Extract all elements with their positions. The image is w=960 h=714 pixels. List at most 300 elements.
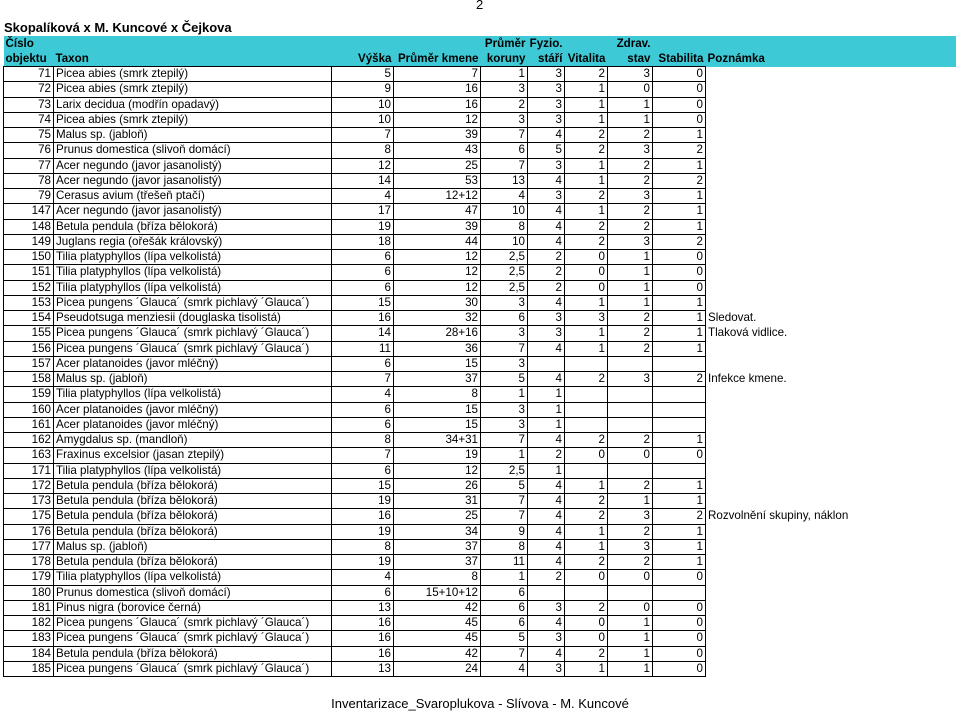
cell-stability: 1 xyxy=(653,204,706,219)
cell-note xyxy=(706,356,956,371)
cell-vitality: 2 xyxy=(565,509,608,524)
header-cell xyxy=(565,36,608,51)
cell-trunk-diameter: 8 xyxy=(394,387,481,402)
table-row xyxy=(4,402,956,417)
header-cell: stáří xyxy=(528,51,565,67)
cell-trunk-diameter: 28+16 xyxy=(394,326,481,341)
cell-health-status: 0 xyxy=(608,600,653,615)
cell-health-status: 2 xyxy=(608,173,653,188)
cell-object-number: 152 xyxy=(4,280,54,295)
cell-health-status: 1 xyxy=(608,295,653,310)
cell-vitality xyxy=(565,417,608,432)
cell-height: 8 xyxy=(332,539,394,554)
cell-note xyxy=(706,265,956,280)
cell-stability xyxy=(653,356,706,371)
cell-health-status: 1 xyxy=(608,112,653,127)
cell-note xyxy=(706,463,956,478)
table-row xyxy=(4,661,956,676)
cell-taxon: Betula pendula (bříza bělokorá) xyxy=(54,524,332,539)
cell-taxon: Picea pungens ´Glauca´ (smrk pichlavý ´Glauca´) xyxy=(54,326,332,341)
cell-object-number: 76 xyxy=(4,143,54,158)
header-cell: Taxon xyxy=(54,51,332,67)
cell-taxon: Betula pendula (bříza bělokorá) xyxy=(54,494,332,509)
cell-health-status: 2 xyxy=(608,204,653,219)
cell-stability: 0 xyxy=(653,112,706,127)
cell-physiological-age: 1 xyxy=(528,387,565,402)
cell-crown-diameter: 3 xyxy=(481,417,528,432)
cell-height: 8 xyxy=(332,433,394,448)
cell-taxon: Tilia platyphyllos (lípa velkolistá) xyxy=(54,570,332,585)
cell-physiological-age: 1 xyxy=(528,463,565,478)
table-row xyxy=(4,570,956,585)
table-row xyxy=(4,433,956,448)
cell-note xyxy=(706,585,956,600)
cell-trunk-diameter: 37 xyxy=(394,555,481,570)
cell-trunk-diameter: 39 xyxy=(394,219,481,234)
cell-trunk-diameter: 26 xyxy=(394,478,481,493)
cell-health-status: 1 xyxy=(608,646,653,661)
cell-health-status: 0 xyxy=(608,448,653,463)
cell-physiological-age: 4 xyxy=(528,219,565,234)
cell-taxon: Tilia platyphyllos (lípa velkolistá) xyxy=(54,387,332,402)
cell-taxon: Juglans regia (ořešák královský) xyxy=(54,234,332,249)
cell-note xyxy=(706,189,956,204)
cell-vitality: 1 xyxy=(565,478,608,493)
cell-physiological-age: 3 xyxy=(528,82,565,97)
cell-crown-diameter: 11 xyxy=(481,555,528,570)
table-row xyxy=(4,112,956,127)
cell-vitality: 1 xyxy=(565,326,608,341)
cell-physiological-age: 4 xyxy=(528,204,565,219)
cell-object-number: 155 xyxy=(4,326,54,341)
cell-height: 16 xyxy=(332,509,394,524)
cell-note xyxy=(706,82,956,97)
table-row xyxy=(4,295,956,310)
header-cell: Číslo xyxy=(4,36,54,51)
cell-physiological-age: 4 xyxy=(528,494,565,509)
cell-trunk-diameter: 15 xyxy=(394,402,481,417)
cell-height: 6 xyxy=(332,585,394,600)
cell-physiological-age: 3 xyxy=(528,326,565,341)
cell-physiological-age: 4 xyxy=(528,616,565,631)
cell-height: 15 xyxy=(332,478,394,493)
cell-trunk-diameter: 36 xyxy=(394,341,481,356)
cell-taxon: Tilia platyphyllos (lípa velkolistá) xyxy=(54,265,332,280)
cell-taxon: Pseudotsuga menziesii (douglaska tisolistá) xyxy=(54,311,332,326)
cell-object-number: 177 xyxy=(4,539,54,554)
cell-taxon: Acer negundo (javor jasanolistý) xyxy=(54,204,332,219)
cell-height: 6 xyxy=(332,463,394,478)
cell-note: Rozvolnění skupiny, náklon xyxy=(708,509,849,523)
cell-crown-diameter: 2,5 xyxy=(481,250,528,265)
header-cell xyxy=(332,36,394,51)
cell-object-number: 156 xyxy=(4,341,54,356)
cell-trunk-diameter: 44 xyxy=(394,234,481,249)
cell-crown-diameter: 3 xyxy=(481,402,528,417)
cell-vitality: 1 xyxy=(565,97,608,112)
cell-trunk-diameter: 8 xyxy=(394,570,481,585)
cell-height: 6 xyxy=(332,417,394,432)
cell-note xyxy=(706,600,956,615)
cell-object-number: 153 xyxy=(4,295,54,310)
cell-note: Tlaková vidlice. xyxy=(708,326,788,340)
cell-health-status: 3 xyxy=(608,143,653,158)
cell-physiological-age: 3 xyxy=(528,661,565,676)
cell-physiological-age: 2 xyxy=(528,448,565,463)
cell-note xyxy=(706,417,956,432)
cell-height: 8 xyxy=(332,143,394,158)
cell-vitality: 1 xyxy=(565,82,608,97)
cell-stability: 0 xyxy=(653,661,706,676)
cell-note xyxy=(706,387,956,402)
cell-trunk-diameter: 12+12 xyxy=(394,189,481,204)
cell-crown-diameter: 1 xyxy=(481,448,528,463)
cell-trunk-diameter: 12 xyxy=(394,265,481,280)
cell-note xyxy=(706,539,956,554)
document-title: Skopalíková x M. Kuncové x Čejkova xyxy=(4,20,232,35)
cell-trunk-diameter: 42 xyxy=(394,600,481,615)
cell-object-number: 158 xyxy=(4,372,54,387)
table-row xyxy=(4,372,956,387)
cell-crown-diameter: 1 xyxy=(481,67,528,82)
table-row xyxy=(4,478,956,493)
cell-health-status: 2 xyxy=(608,433,653,448)
cell-crown-diameter: 7 xyxy=(481,158,528,173)
cell-note xyxy=(706,173,956,188)
cell-taxon: Betula pendula (bříza bělokorá) xyxy=(54,646,332,661)
cell-vitality xyxy=(565,585,608,600)
cell-note xyxy=(706,478,956,493)
cell-trunk-diameter: 25 xyxy=(394,509,481,524)
cell-health-status: 1 xyxy=(608,661,653,676)
cell-object-number: 163 xyxy=(4,448,54,463)
cell-object-number: 147 xyxy=(4,204,54,219)
cell-taxon: Tilia platyphyllos (lípa velkolistá) xyxy=(54,463,332,478)
cell-object-number: 73 xyxy=(4,97,54,112)
cell-physiological-age: 3 xyxy=(528,158,565,173)
table-row xyxy=(4,341,956,356)
header-cell xyxy=(653,36,706,51)
cell-vitality: 0 xyxy=(565,280,608,295)
header-cell: Průměr xyxy=(481,36,528,51)
cell-crown-diameter: 4 xyxy=(481,661,528,676)
table-row xyxy=(4,356,956,371)
tree-inventory-table xyxy=(3,36,956,677)
cell-health-status: 3 xyxy=(608,234,653,249)
header-cell: objektu xyxy=(4,51,54,67)
cell-health-status: 2 xyxy=(608,524,653,539)
page-footer: Inventarizace_Svaroplukova - Slívova - M. Kuncové xyxy=(331,696,629,711)
cell-vitality: 1 xyxy=(565,295,608,310)
cell-height: 18 xyxy=(332,234,394,249)
cell-object-number: 175 xyxy=(4,509,54,524)
cell-height: 19 xyxy=(332,524,394,539)
cell-height: 5 xyxy=(332,67,394,82)
cell-vitality: 0 xyxy=(565,631,608,646)
cell-stability: 0 xyxy=(653,250,706,265)
cell-stability: 1 xyxy=(653,219,706,234)
cell-health-status: 3 xyxy=(608,539,653,554)
cell-trunk-diameter: 12 xyxy=(394,250,481,265)
cell-crown-diameter: 1 xyxy=(481,387,528,402)
cell-object-number: 75 xyxy=(4,128,54,143)
cell-stability: 0 xyxy=(653,82,706,97)
cell-vitality: 2 xyxy=(565,646,608,661)
cell-physiological-age: 4 xyxy=(528,509,565,524)
table-row xyxy=(4,234,956,249)
cell-taxon: Betula pendula (bříza bělokorá) xyxy=(54,509,332,524)
cell-taxon: Betula pendula (bříza bělokorá) xyxy=(54,555,332,570)
cell-note xyxy=(706,646,956,661)
cell-health-status: 2 xyxy=(608,128,653,143)
cell-health-status: 1 xyxy=(608,616,653,631)
cell-note xyxy=(706,234,956,249)
header-cell xyxy=(394,36,481,51)
cell-physiological-age: 4 xyxy=(528,128,565,143)
cell-health-status: 1 xyxy=(608,494,653,509)
cell-object-number: 78 xyxy=(4,173,54,188)
cell-physiological-age: 4 xyxy=(528,478,565,493)
cell-health-status: 3 xyxy=(608,509,653,524)
cell-stability xyxy=(653,463,706,478)
table-row xyxy=(4,524,956,539)
cell-trunk-diameter: 19 xyxy=(394,448,481,463)
cell-taxon: Tilia platyphyllos (lípa velkolistá) xyxy=(54,250,332,265)
cell-trunk-diameter: 16 xyxy=(394,97,481,112)
cell-crown-diameter: 1 xyxy=(481,570,528,585)
cell-height: 13 xyxy=(332,661,394,676)
cell-physiological-age: 4 xyxy=(528,539,565,554)
cell-stability xyxy=(653,417,706,432)
cell-height: 6 xyxy=(332,265,394,280)
cell-health-status: 1 xyxy=(608,250,653,265)
cell-physiological-age: 4 xyxy=(528,646,565,661)
cell-stability: 0 xyxy=(653,616,706,631)
cell-stability xyxy=(653,387,706,402)
cell-taxon: Amygdalus sp. (mandloň) xyxy=(54,433,332,448)
cell-vitality: 0 xyxy=(565,265,608,280)
cell-note xyxy=(706,158,956,173)
header-cell: Vitalita xyxy=(565,51,608,67)
cell-physiological-age: 4 xyxy=(528,524,565,539)
cell-crown-diameter: 3 xyxy=(481,326,528,341)
header-cell xyxy=(706,36,956,51)
cell-physiological-age: 3 xyxy=(528,631,565,646)
cell-note xyxy=(706,570,956,585)
cell-stability: 0 xyxy=(653,570,706,585)
cell-height: 6 xyxy=(332,250,394,265)
cell-crown-diameter: 2,5 xyxy=(481,463,528,478)
cell-trunk-diameter: 15 xyxy=(394,356,481,371)
table-row xyxy=(4,128,956,143)
cell-vitality: 0 xyxy=(565,570,608,585)
cell-trunk-diameter: 16 xyxy=(394,82,481,97)
table-row xyxy=(4,326,956,341)
cell-note xyxy=(706,661,956,676)
cell-physiological-age: 3 xyxy=(528,600,565,615)
cell-vitality xyxy=(565,387,608,402)
table-row xyxy=(4,204,956,219)
cell-crown-diameter: 5 xyxy=(481,478,528,493)
cell-crown-diameter: 6 xyxy=(481,143,528,158)
cell-stability: 1 xyxy=(653,295,706,310)
cell-trunk-diameter: 39 xyxy=(394,128,481,143)
cell-physiological-age: 4 xyxy=(528,555,565,570)
cell-health-status: 2 xyxy=(608,555,653,570)
cell-stability: 0 xyxy=(653,97,706,112)
cell-health-status xyxy=(608,402,653,417)
table-row xyxy=(4,173,956,188)
cell-height: 6 xyxy=(332,356,394,371)
cell-vitality: 1 xyxy=(565,539,608,554)
header-cell: Průměr kmene xyxy=(394,51,481,67)
table-row xyxy=(4,539,956,554)
cell-stability: 2 xyxy=(653,372,706,387)
cell-health-status xyxy=(608,417,653,432)
cell-crown-diameter: 7 xyxy=(481,433,528,448)
cell-note: Infekce kmene. xyxy=(708,372,787,386)
cell-taxon: Prunus domestica (slivoň domácí) xyxy=(54,143,332,158)
cell-object-number: 71 xyxy=(4,67,54,82)
cell-vitality: 2 xyxy=(565,234,608,249)
cell-vitality: 0 xyxy=(565,448,608,463)
cell-trunk-diameter: 34+31 xyxy=(394,433,481,448)
cell-vitality: 2 xyxy=(565,600,608,615)
header-row-2 xyxy=(4,51,956,67)
cell-vitality: 1 xyxy=(565,524,608,539)
cell-physiological-age: 2 xyxy=(528,250,565,265)
cell-height: 6 xyxy=(332,402,394,417)
cell-trunk-diameter: 42 xyxy=(394,646,481,661)
cell-object-number: 162 xyxy=(4,433,54,448)
header-row-1 xyxy=(4,36,956,51)
cell-crown-diameter: 6 xyxy=(481,311,528,326)
cell-object-number: 72 xyxy=(4,82,54,97)
cell-vitality: 3 xyxy=(565,311,608,326)
cell-object-number: 157 xyxy=(4,356,54,371)
cell-physiological-age: 3 xyxy=(528,97,565,112)
header-cell: koruny xyxy=(481,51,528,67)
cell-physiological-age: 5 xyxy=(528,143,565,158)
cell-stability: 0 xyxy=(653,280,706,295)
cell-height: 11 xyxy=(332,341,394,356)
cell-taxon: Acer platanoides (javor mléčný) xyxy=(54,417,332,432)
cell-crown-diameter: 7 xyxy=(481,646,528,661)
cell-note xyxy=(706,524,956,539)
cell-note xyxy=(706,402,956,417)
cell-trunk-diameter: 24 xyxy=(394,661,481,676)
cell-crown-diameter: 6 xyxy=(481,600,528,615)
cell-trunk-diameter: 37 xyxy=(394,539,481,554)
cell-physiological-age: 3 xyxy=(528,67,565,82)
table-row xyxy=(4,616,956,631)
cell-physiological-age: 4 xyxy=(528,433,565,448)
cell-health-status xyxy=(608,585,653,600)
cell-vitality: 1 xyxy=(565,112,608,127)
cell-physiological-age: 4 xyxy=(528,295,565,310)
cell-height: 19 xyxy=(332,555,394,570)
cell-health-status: 2 xyxy=(608,311,653,326)
cell-health-status: 0 xyxy=(608,82,653,97)
cell-note: Sledovat. xyxy=(708,311,757,325)
cell-physiological-age: 2 xyxy=(528,280,565,295)
cell-vitality xyxy=(565,356,608,371)
cell-taxon: Picea abies (smrk ztepilý) xyxy=(54,67,332,82)
cell-taxon: Betula pendula (bříza bělokorá) xyxy=(54,478,332,493)
cell-stability: 1 xyxy=(653,524,706,539)
cell-object-number: 181 xyxy=(4,600,54,615)
cell-stability: 1 xyxy=(653,478,706,493)
cell-stability: 1 xyxy=(653,433,706,448)
cell-vitality: 1 xyxy=(565,158,608,173)
cell-stability: 1 xyxy=(653,326,706,341)
cell-note xyxy=(706,280,956,295)
cell-vitality: 2 xyxy=(565,67,608,82)
cell-note xyxy=(706,250,956,265)
cell-crown-diameter: 7 xyxy=(481,128,528,143)
cell-trunk-diameter: 12 xyxy=(394,463,481,478)
cell-health-status xyxy=(608,463,653,478)
cell-crown-diameter: 5 xyxy=(481,372,528,387)
cell-health-status: 2 xyxy=(608,326,653,341)
cell-trunk-diameter: 47 xyxy=(394,204,481,219)
cell-note xyxy=(706,433,956,448)
cell-height: 19 xyxy=(332,219,394,234)
cell-object-number: 159 xyxy=(4,387,54,402)
cell-stability: 1 xyxy=(653,311,706,326)
cell-health-status: 1 xyxy=(608,265,653,280)
cell-height: 7 xyxy=(332,128,394,143)
cell-crown-diameter: 6 xyxy=(481,616,528,631)
cell-trunk-diameter: 15 xyxy=(394,417,481,432)
cell-trunk-diameter: 31 xyxy=(394,494,481,509)
cell-trunk-diameter: 12 xyxy=(394,112,481,127)
cell-note xyxy=(706,631,956,646)
cell-note xyxy=(706,616,956,631)
cell-physiological-age: 3 xyxy=(528,311,565,326)
cell-note xyxy=(706,219,956,234)
cell-taxon: Picea pungens ´Glauca´ (smrk pichlavý ´Glauca´) xyxy=(54,631,332,646)
cell-vitality: 2 xyxy=(565,128,608,143)
cell-taxon: Cerasus avium (třešeň ptačí) xyxy=(54,189,332,204)
cell-height: 4 xyxy=(332,570,394,585)
cell-stability: 0 xyxy=(653,631,706,646)
table-row xyxy=(4,82,956,97)
cell-physiological-age: 3 xyxy=(528,112,565,127)
cell-height: 14 xyxy=(332,173,394,188)
cell-vitality xyxy=(565,402,608,417)
cell-health-status: 0 xyxy=(608,570,653,585)
table-row xyxy=(4,646,956,661)
cell-stability: 0 xyxy=(653,67,706,82)
header-cell: Poznámka xyxy=(706,51,956,67)
table-row xyxy=(4,631,956,646)
cell-height: 19 xyxy=(332,494,394,509)
cell-vitality: 2 xyxy=(565,143,608,158)
cell-object-number: 178 xyxy=(4,555,54,570)
cell-health-status: 3 xyxy=(608,372,653,387)
cell-health-status: 1 xyxy=(608,631,653,646)
header-cell: Zdrav. xyxy=(608,36,653,51)
cell-taxon: Picea abies (smrk ztepilý) xyxy=(54,82,332,97)
cell-vitality: 1 xyxy=(565,341,608,356)
cell-taxon: Picea pungens ´Glauca´ (smrk pichlavý ´Glauca´) xyxy=(54,341,332,356)
cell-stability: 1 xyxy=(653,341,706,356)
cell-physiological-age: 4 xyxy=(528,234,565,249)
cell-object-number: 154 xyxy=(4,311,54,326)
cell-trunk-diameter: 12 xyxy=(394,280,481,295)
cell-taxon: Picea abies (smrk ztepilý) xyxy=(54,112,332,127)
